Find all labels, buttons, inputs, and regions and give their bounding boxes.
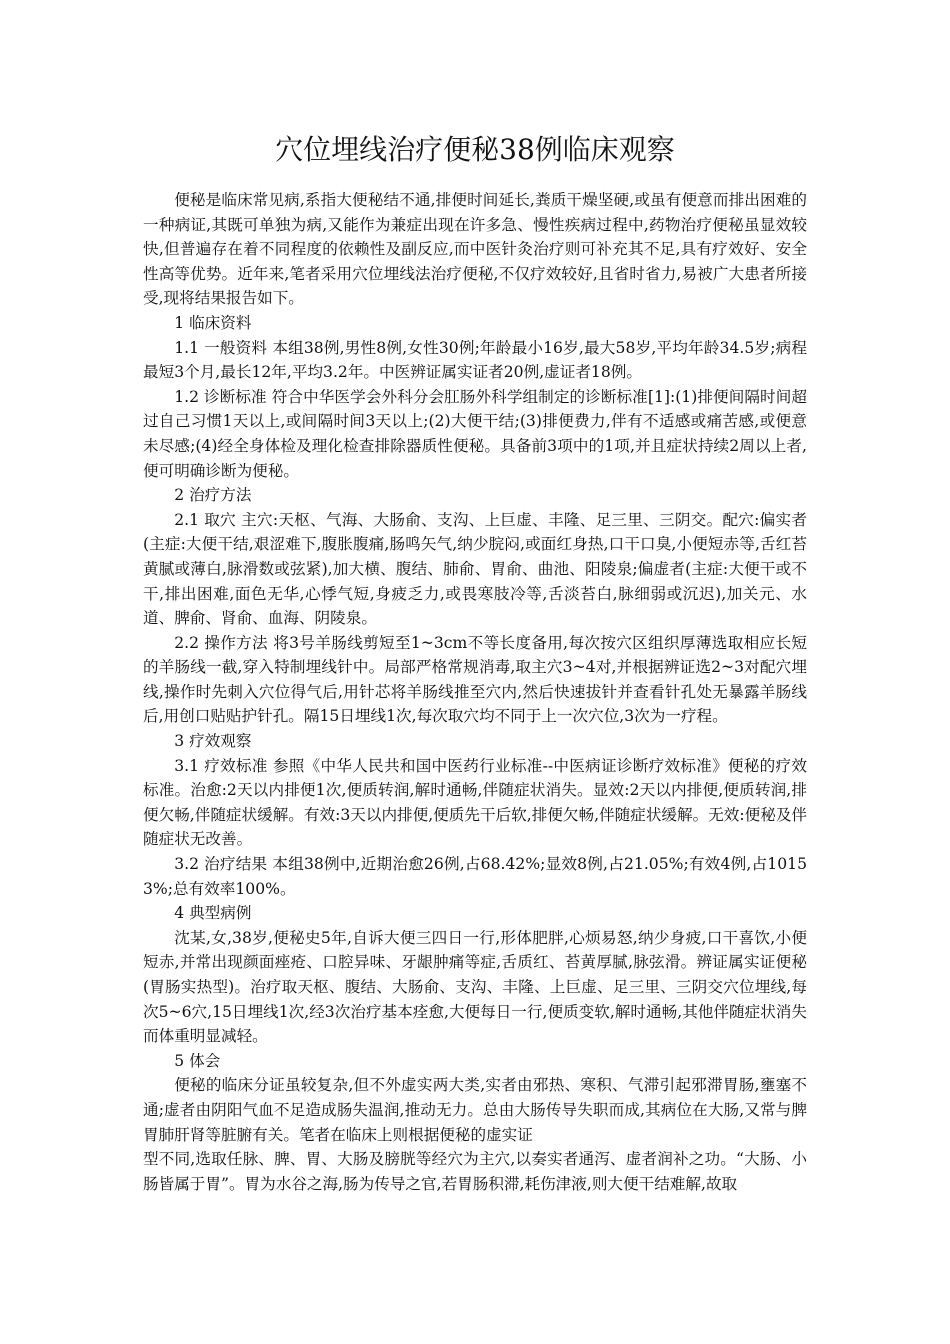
article-title: 穴位埋线治疗便秘38例临床观察: [275, 133, 675, 166]
paragraph-4: 沈某,女,38岁,便秘史5年,自诉大便三四日一行,形体肥胖,心烦易怒,纳少身疲,口干喜饮,小便短赤,并常出现颜面痤疮、口腔异味、牙龈肿痛等症,舌质红、苔黄厚腻,脉弦滑。辨证属实证便秘(胃肠实热型)。治疗取天枢、腹结、大肠俞、支沟、丰隆、上巨虚、足三里、三阴交穴位埋线,每次5~6穴,15日埋线1次,经3次治疗基本痊愈,大便每日一行,便质变软,解时通畅,其他伴随症状消失而体重明显减轻。: [143, 928, 807, 1046]
section-heading-3: 3 疗效观察: [174, 732, 252, 751]
section-heading-5: 5 体会: [174, 1051, 221, 1070]
section-heading-2: 2 治疗方法: [174, 486, 252, 505]
paragraph-3-2: 3.2 治疗结果 本组38例中,近期治愈26例,占68.42%;显效8例,占21.05%;有效4例,占10153%;总有效率100%。: [143, 855, 807, 898]
paragraph-1-2: 1.2 诊断标准 符合中华医学会外科分会肛肠外科学组制定的诊断标准[1]:(1)排便间隔时间超过自己习惯1天以上,或间隔时间3天以上;(2)大便干结;(3)排便费力,伴有不适感或痛苦感,或便意未尽感;(4)经全身体检及理化检查排除器质性便秘。具备前3项中的1项,并且症状持续2周以上者,便可明确诊断为便秘。: [143, 387, 807, 480]
paragraph-5a: 便秘的临床分证虽较复杂,但不外虚实两大类,实者由邪热、寒积、气滞引起邪滞胃肠,壅塞不通;虚者由阴阳气血不足造成肠失温润,推动无力。总由大肠传导失职而成,其病位在大肠,又常与脾胃肺肝肾等脏腑有关。笔者在临床上则根据便秘的虚实证: [143, 1076, 807, 1144]
paragraph-1-1: 1.1 一般资料 本组38例,男性8例,女性30例;年龄最小16岁,最大58岁,平均年龄34.5岁;病程最短3个月,最长12年,平均3.2年。中医辨证属实证者20例,虚证者18例。: [143, 338, 807, 382]
paragraph-5b: 型不同,选取任脉、脾、胃、大肠及膀胱等经穴为主穴,以奏实者通泻、虚者润补之功。“大肠、小肠皆属于胃”。胃为水谷之海,肠为传导之官,若胃肠积滞,耗伤津液,则大便干结难解,故取: [143, 1150, 807, 1193]
paragraph-3-1: 3.1 疗效标准 参照《中华人民共和国中医药行业标准--中医病证诊断疗效标准》便秘的疗效标准。治愈:2天以内排便1次,便质转润,解时通畅,伴随症状消失。显效:2天以内排便,便质转润,排便欠畅,伴随症状缓解。有效:3天以内排便,便质先干后软,排便欠畅,伴随症状缓解。无效:便秘及伴随症状无改善。: [143, 756, 808, 849]
section-heading-1: 1 临床资料: [174, 313, 252, 332]
paragraph-2-1: 2.1 取穴 主穴:天枢、气海、大肠俞、支沟、上巨虚、丰隆、足三里、三阴交。配穴:偏实者(主症:大便干结,艰涩难下,腹胀腹痛,肠鸣矢气,纳少脘闷,或面红身热,口干口臭,小便短赤等,舌红苔黄腻或薄白,脉滑数或弦紧),加大横、腹结、肺俞、胃俞、曲池、阳陵泉;偏虚者(主症:大便干或不干,排出困难,面色无华,心悸气短,身疲乏力,或畏寒肢冷等,舌淡苔白,脉细弱或沉迟),加关元、水道、脾俞、肾俞、血海、阴陵泉。: [143, 510, 807, 628]
paragraph-2-2: 2.2 操作方法 将3号羊肠线剪短至1~3cm不等长度备用,每次按穴区组织厚薄选取相应长短的羊肠线一截,穿入特制埋线针中。局部严格常规消毒,取主穴3~4对,并根据辨证选2~3对配穴埋线,操作时先刺入穴位得气后,用针芯将羊肠线推至穴内,然后快速拔针并查看针孔处无暴露羊肠线后,用创口贴贴护针孔。隔15日埋线1次,每次取穴均不同于上一次穴位,3次为一疗程。: [143, 633, 807, 726]
intro-paragraph: 便秘是临床常见病,系指大便秘结不通,排便时间延长,粪质干燥坚硬,或虽有便意而排出困难的一种病证,其既可单独为病,又能作为兼症出现在许多急、慢性疾病过程中,药物治疗便秘虽显效较快,但普遍存在着不同程度的依赖性及副反应,而中医针灸治疗则可补充其不足,具有疗效好、安全性高等优势。近年来,笔者采用穴位埋线法治疗便秘,不仅疗效较好,且省时省力,易被广大患者所接受,现将结果报告如下。: [143, 191, 807, 308]
section-heading-4: 4 典型病例: [174, 904, 252, 923]
